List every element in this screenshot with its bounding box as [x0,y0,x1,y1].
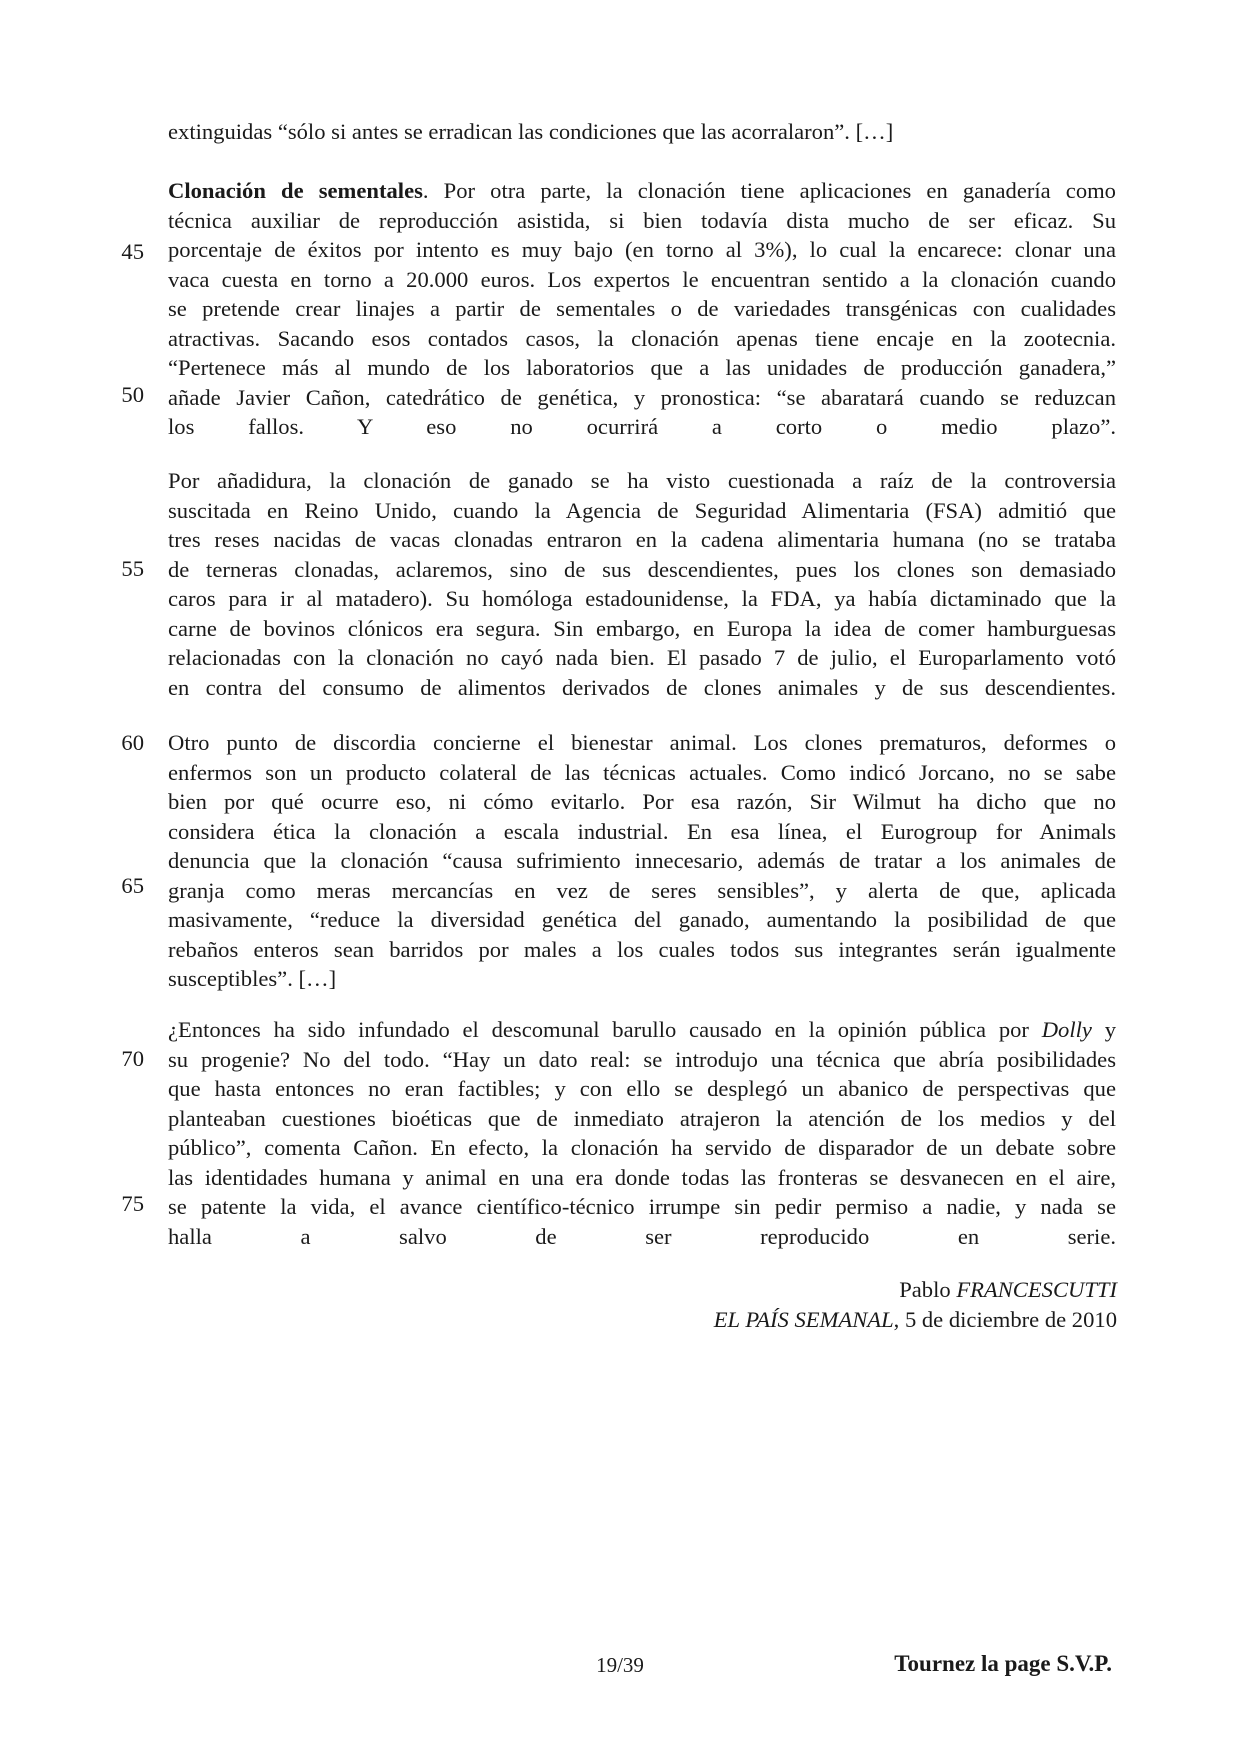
paragraph [168,117,1116,147]
paragraph [168,728,1116,994]
text-line: planteaban cuestiones bioéticas que de inmediato atrajeron la atención de los medios y del [168,1105,1116,1131]
text-line: halla a salvo de ser reproducido en serie. [168,1223,1116,1249]
text-line: de terneras clonadas, aclaremos, sino de sus descendientes, pues los clones son demasiado [168,556,1116,582]
source-line: EL PAÍS SEMANAL, 5 de diciembre de 2010 [713,1307,1117,1332]
text-line: caros para ir al matadero). Su homóloga estadounidense, la FDA, ya había dictaminado que la [168,586,1116,611]
text-line: extinguidas “sólo si antes se erradican las condiciones que las acorralaron”. […] [168,119,894,144]
text-line: carne de bovinos clónicos era segura. Sin embargo, en Europa la idea de comer hamburguesas [168,615,1116,641]
text-line: las identidades humana y animal en una era donde todas las fronteras se desvanecen en el aire, [168,1164,1116,1190]
text-line: su progenie? No del todo. “Hay un dato real: se introdujo una técnica que abría posibilidades [168,1046,1116,1072]
text-line: denuncia que la clonación “causa sufrimiento innecesario, además de tratar a los animales de [168,848,1116,873]
text-line: Otro punto de discordia concierne el bienestar animal. Los clones prematuros, deformes o [168,730,1116,755]
page-number: 19/39 [596,1653,644,1677]
turn-page-note: Tournez la page S.V.P. [894,1651,1112,1676]
text-line: se patente la vida, el avance científico-técnico irrumpe sin pedir permiso a nadie, y nada se [168,1194,1116,1219]
line-number: 65 [121,873,144,898]
text-line: bien por qué ocurre eso, ni cómo evitarlo. Por esa razón, Sir Wilmut ha dicho que no [168,789,1116,814]
paragraph [168,1015,1116,1281]
line-number: 75 [121,1191,144,1216]
text-line: ¿Entonces ha sido infundado el descomunal barullo causado en la opinión pública por Dolly y [168,1017,1116,1042]
italic-name: Dolly [1041,1017,1092,1042]
line-number: 70 [121,1046,144,1071]
text-line: los fallos. Y eso no ocurrirá a corto o medio plazo”. [168,414,1116,439]
text-line: porcentaje de éxitos por intento es muy bajo (en torno al 3%), lo cual la encarece: clonar una [168,237,1116,262]
text-line: atractivas. Sacando esos contados casos, la clonación apenas tiene encaje en la zootecnia. [168,325,1116,351]
text-line: Clonación de sementales. Por otra parte, la clonación tiene aplicaciones en ganadería como [168,178,1116,203]
line-number: 50 [121,382,144,407]
text-line: “Pertenece más al mundo de los laboratorios que a las unidades de producción ganadera,” [168,355,1116,380]
text-line: público”, comenta Cañon. En efecto, la clonación ha servido de disparador de un debate sobre [168,1135,1116,1160]
text-line: que hasta entonces no eran factibles; y con ello se desplegó un abanico de perspectivas que [168,1076,1116,1101]
line-number: 60 [121,730,144,755]
paragraph [168,466,1116,732]
text-line: vaca cuesta en torno a 20.000 euros. Los expertos le encuentran sentido a la clonación cuando [168,266,1116,292]
line-number: 55 [121,556,144,581]
section-heading: Clonación de sementales [168,178,423,203]
text-line: rebaños enteros sean barridos por males a los cuales todos sus integrantes serán igualmente [168,936,1116,962]
text-line: susceptibles”. […] [168,966,337,991]
text-line: suscitada en Reino Unido, cuando la Agencia de Seguridad Alimentaria (FSA) admitió que [168,497,1116,523]
text-line: enfermos son un producto colateral de las técnicas actuales. Como indicó Jorcano, no se sabe [168,759,1116,785]
line-numbers [0,0,160,1754]
text-line: Por añadidura, la clonación de ganado se ha visto cuestionada a raíz de la controversia [168,468,1116,493]
text-line: tres reses nacidas de vacas clonadas entraron en la cadena alimentaria humana (no se trataba [168,527,1116,552]
text-line: granja como meras mercancías en vez de seres sensibles”, y alerta de que, aplicada [168,877,1116,903]
paragraph [168,176,1116,471]
text-line: masivamente, “reduce la diversidad genética del ganado, aumentando la posibilidad de que [168,907,1116,932]
author-line: Pablo FRANCESCUTTI [899,1277,1117,1302]
text-line: relacionadas con la clonación no cayó nada bien. El pasado 7 de julio, el Europarlamento votó [168,645,1116,670]
text-line: considera ética la clonación a escala industrial. En esa línea, el Eurogroup for Animals [168,818,1116,844]
text-line: en contra del consumo de alimentos derivados de clones animales y de sus descendientes. [168,674,1116,700]
text-line: técnica auxiliar de reproducción asistida, si bien todavía dista mucho de ser eficaz. Su [168,207,1116,233]
text-line: se pretende crear linajes a partir de sementales o de variedades transgénicas con cualidades [168,296,1116,321]
text-line: añade Javier Cañon, catedrático de genética, y pronostica: “se abaratará cuando se reduzcan [168,384,1116,410]
line-number: 45 [121,239,144,264]
